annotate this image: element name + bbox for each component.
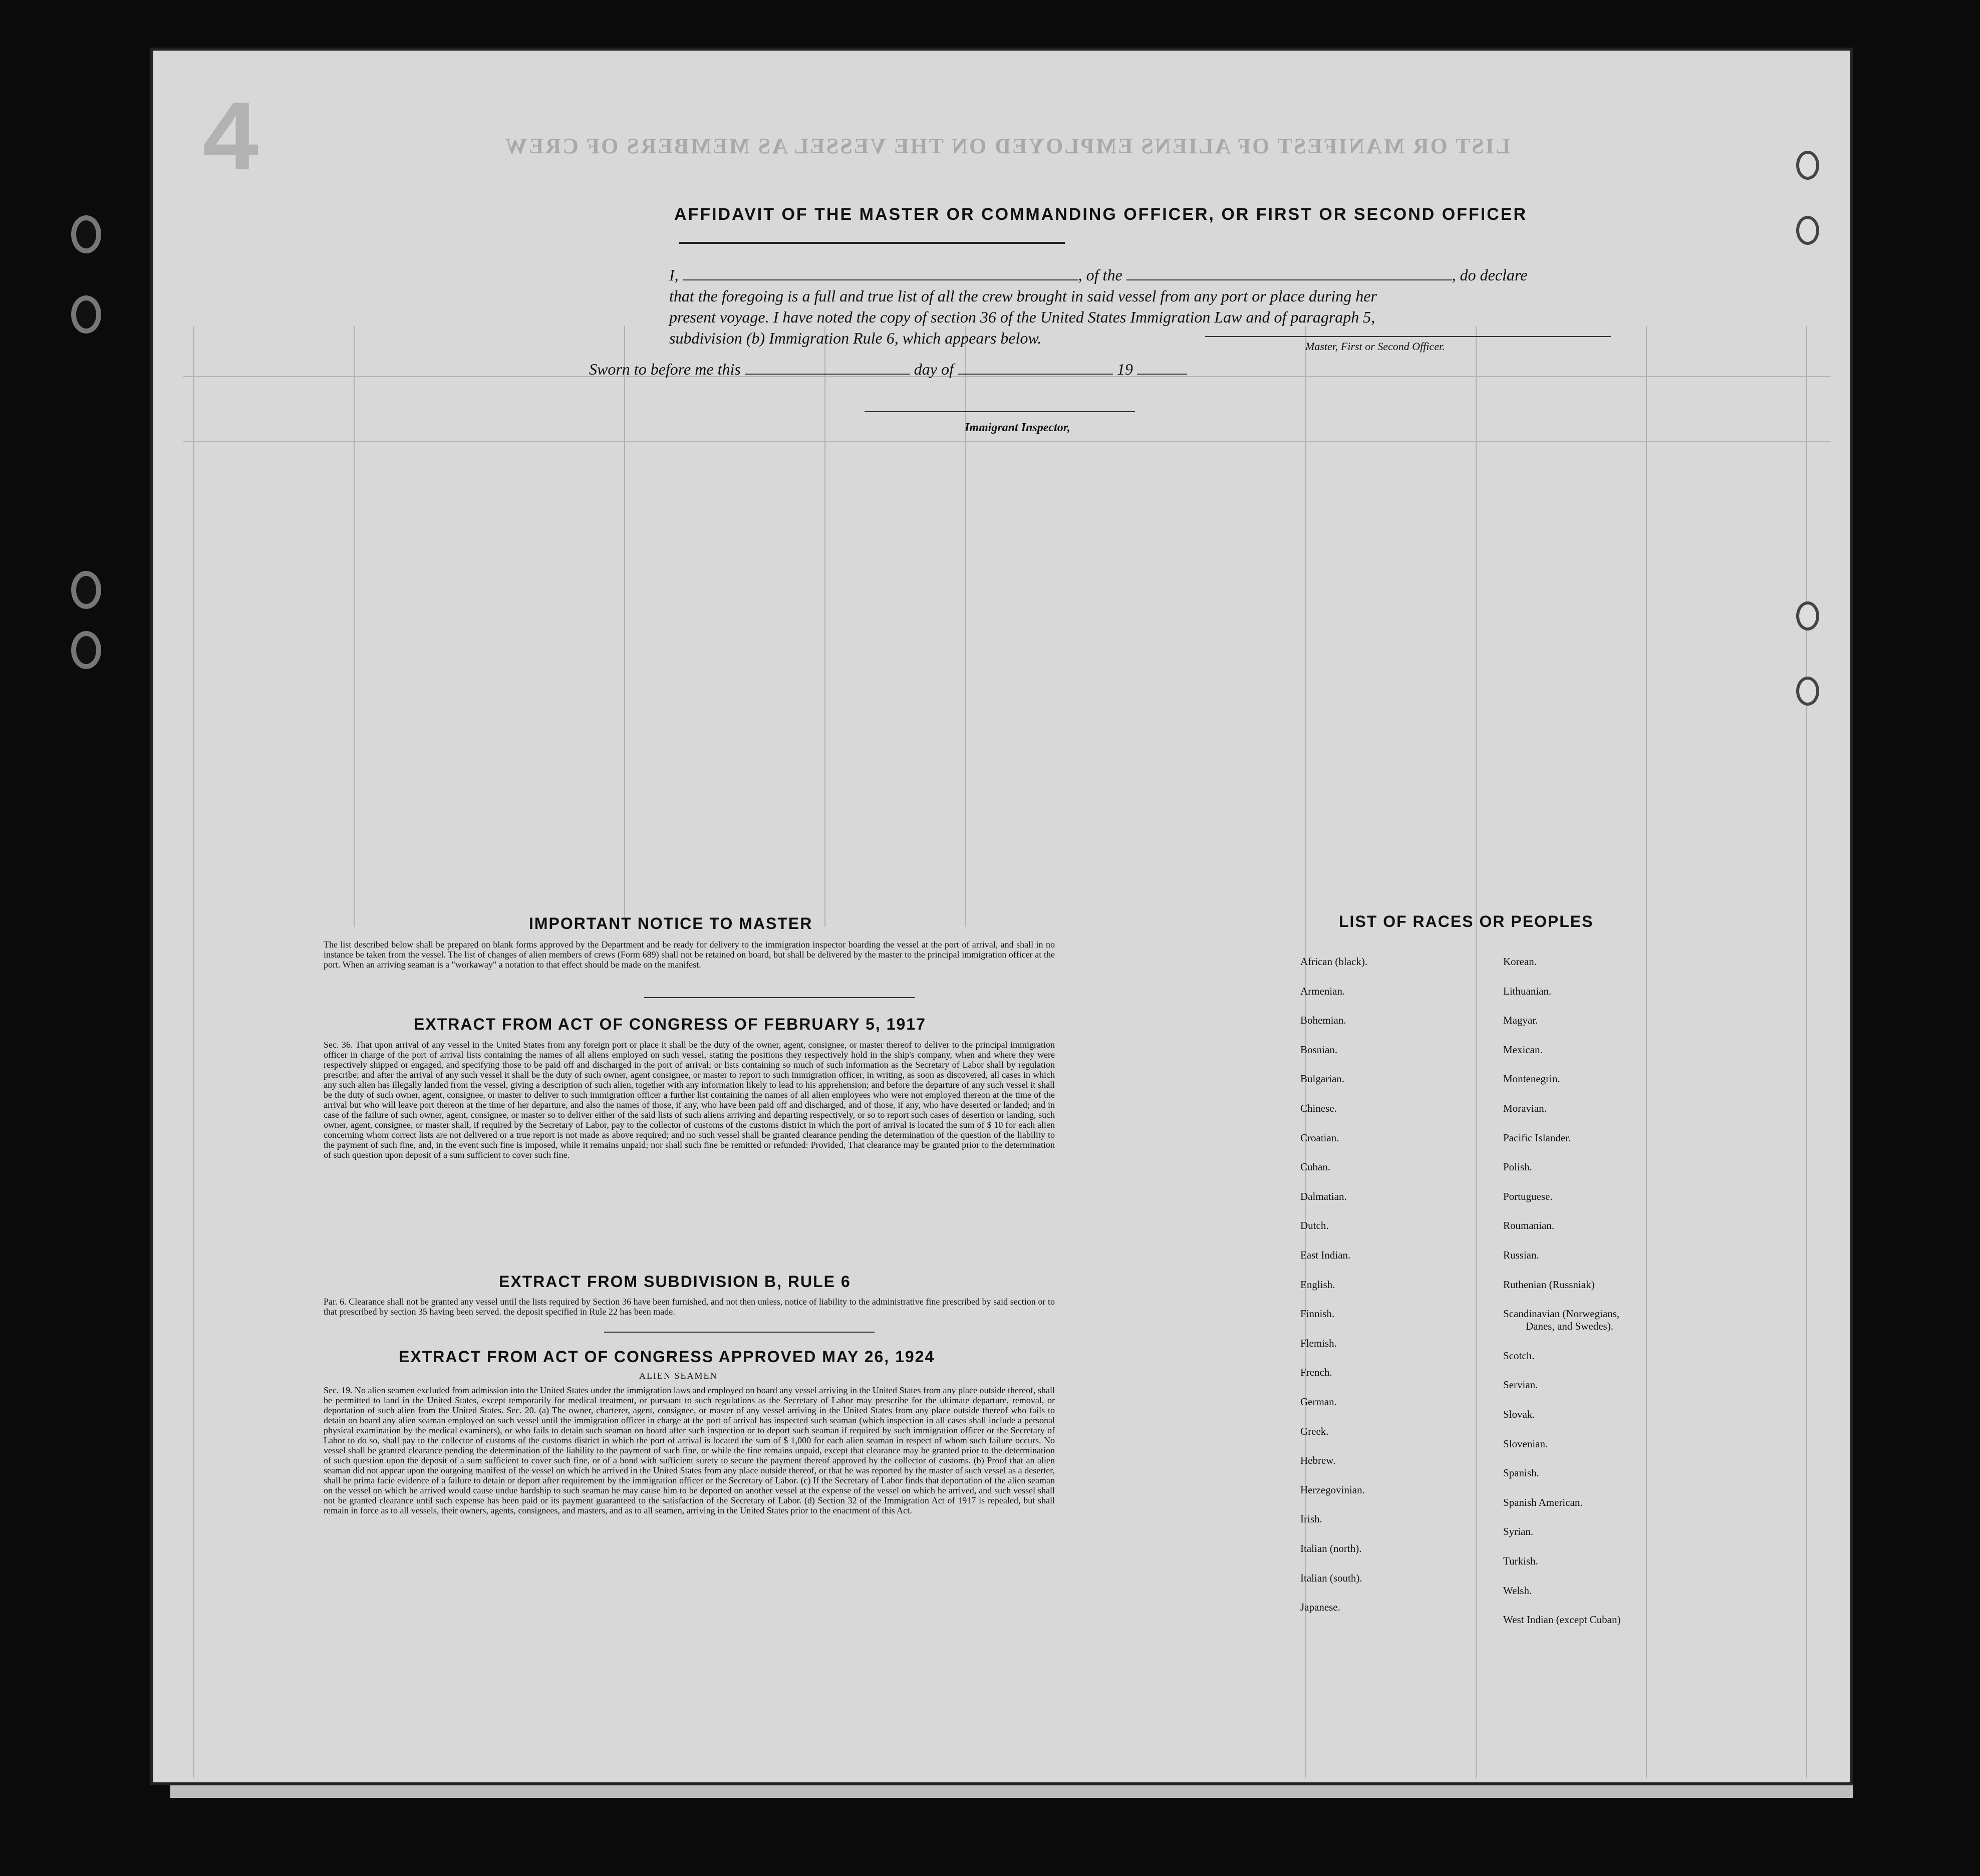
day-of-label: day of <box>914 360 954 378</box>
race-item: Bohemian. <box>1300 1014 1346 1027</box>
ghost-grid-line <box>1476 326 1477 1778</box>
do-declare-label: , do declare <box>1452 266 1528 284</box>
rule6-rule <box>604 1332 875 1333</box>
bleed-through-header: LIST OR MANIFEST OF ALIENS EMPLOYED ON THE VESSEL AS MEMBERS OF CREW <box>504 134 1511 158</box>
race-item: Moravian. <box>1503 1102 1547 1114</box>
affidavit-i-label: I, <box>669 266 679 284</box>
race-item: Lithuanian. <box>1503 985 1552 997</box>
race-item: Bulgarian. <box>1300 1073 1345 1085</box>
race-item: Irish. <box>1300 1513 1322 1525</box>
extract-1924-subheading: ALIEN SEAMEN <box>639 1371 718 1381</box>
manifest-page <box>150 48 1853 1785</box>
rule6-text: Par. 6. Clearance shall not be granted any vessel until the lists required by Section 36 have been furnished, and not then unless, notice of liability to the administrative fine prescribed by said section or to that prescribed by section 35 having been served. the deposit specified in Rule 22 has been made. <box>324 1297 1055 1317</box>
race-item: Italian (south). <box>1300 1572 1362 1584</box>
of-the-label: , of the <box>1078 266 1122 284</box>
race-item: Cuban. <box>1300 1161 1331 1173</box>
master-signature-line <box>1205 336 1611 337</box>
ghost-grid-line <box>1646 326 1647 1778</box>
race-item: Dutch. <box>1300 1219 1329 1232</box>
punch-hole <box>1796 151 1819 180</box>
race-item: West Indian (except Cuban) <box>1503 1614 1621 1626</box>
ghost-grid-line <box>1806 326 1807 1778</box>
title-rule <box>679 242 1065 244</box>
race-item: Spanish. <box>1503 1467 1539 1479</box>
affidavit-line-4: subdivision (b) Immigration Rule 6, which appears below. <box>669 329 1042 347</box>
punch-hole <box>1796 601 1819 631</box>
race-item: German. <box>1300 1396 1337 1408</box>
ghost-grid-line <box>824 326 825 927</box>
race-item: Polish. <box>1503 1161 1532 1173</box>
inspector-signature-line <box>865 411 1135 412</box>
race-item: Spanish American. <box>1503 1496 1583 1508</box>
race-item: Scotch. <box>1503 1349 1535 1362</box>
race-item: Welsh. <box>1503 1584 1532 1597</box>
race-item: Russian. <box>1503 1249 1539 1261</box>
race-item: Korean. <box>1503 956 1537 968</box>
race-item: Flemish. <box>1300 1337 1337 1349</box>
sworn-year-blank <box>1137 374 1187 375</box>
races-heading: LIST OF RACES OR PEOPLES <box>1339 912 1594 930</box>
race-item: Chinese. <box>1300 1102 1337 1114</box>
punch-hole <box>1796 677 1819 706</box>
race-item: Hebrew. <box>1300 1454 1336 1467</box>
race-item: Dalmatian. <box>1300 1190 1347 1202</box>
race-item-continued: Danes, and Swedes). <box>1526 1320 1613 1332</box>
bleed-through-sheet-number: 4 <box>201 86 261 199</box>
race-item: Montenegrin. <box>1503 1073 1560 1085</box>
ghost-grid-line <box>183 441 1831 442</box>
year-label: 19 <box>1116 360 1133 378</box>
race-item: Japanese. <box>1300 1601 1340 1614</box>
race-item: Bosnian. <box>1300 1043 1338 1056</box>
master-label: Master, First or Second Officer. <box>1305 340 1445 353</box>
name-blank <box>683 279 1078 280</box>
race-item: Greek. <box>1300 1425 1329 1437</box>
race-item: Slovak. <box>1503 1408 1535 1420</box>
ghost-grid-line <box>624 326 625 927</box>
race-item: Pacific Islander. <box>1503 1131 1571 1144</box>
affidavit-line-1 <box>669 266 1527 284</box>
extract-1917-text: Sec. 36. That upon arrival of any vessel in the United States from any foreign port or place it shall be the duty of the owner, agent, consignee, or master thereof to deliver to the principal immigration officer in charge of the port of arrival lists containing the names of all aliens employed on such vessel, stating the positions they respectively hold in the ship's company, when and where they were respectively shipped or engaged, and specifying those to be paid off and discharged in the port of arrival; or lists containing so much of such information as the Secretary of Labor shall by regulation prescribe; and after the arrival of any such vessel it shall be the duty of such owner, agent consignee, or master to report to such immigration officer, in writing, as soon as discovered, all cases in which any such alien has illegally landed from the vessel, giving a description of such alien, together with any information likely to lead to his apprehension; and before the departure of any such vessel it shall be the duty of such owner, agent, consignee, or master to deliver to such immigration officer a further list containing the names of all alien employees who were not employed thereon at the time of the arrival but who will leave port thereon at the time of her departure, and also the names of those, if any, who have been paid off and discharged, and of those, if any, who have deserted or landed; and in case of the failure of such owner, agent, consignee, or master so to deliver either of the said lists of such aliens arriving and departing respectively, or so to report such cases of desertion or landing, such owner, agent, consignee, or master shall, if required by the Secretary of Labor, pay to the collector of customs of the customs district in which the port of arrival is located the sum of $ 10 for each alien concerning whom correct lists are not delivered or a true report is not made as above required; and no such vessel shall be granted clearance pending the determination of the question of the liability to the payment of such fine, and, in the event such fine is imposed, while it remains unpaid; nor shall such fine be remitted or refunded: Provided, That clearance may be granted prior to the determination of such question upon deposit of a sum sufficient to cover such fine. <box>324 1040 1055 1160</box>
race-item: Herzegovinian. <box>1300 1483 1365 1496</box>
vessel-blank <box>1126 279 1452 280</box>
sworn-label: Sworn to before me this <box>589 360 741 378</box>
punch-hole <box>1796 216 1819 245</box>
sworn-day-blank <box>745 374 910 375</box>
race-item: Mexican. <box>1503 1043 1543 1056</box>
race-item: Roumanian. <box>1503 1219 1555 1232</box>
extract-1917-heading: EXTRACT FROM ACT OF CONGRESS OF FEBRUARY 5, 1917 <box>414 1015 926 1033</box>
race-item: French. <box>1300 1366 1332 1379</box>
sworn-month-blank <box>958 374 1113 375</box>
notice-rule <box>644 997 915 998</box>
race-item: Magyar. <box>1503 1014 1538 1027</box>
inspector-label: Immigrant Inspector, <box>965 421 1070 434</box>
race-item: East Indian. <box>1300 1249 1351 1261</box>
race-item: Italian (north). <box>1300 1542 1362 1554</box>
race-item: Portuguese. <box>1503 1190 1553 1202</box>
race-item: Croatian. <box>1300 1131 1339 1144</box>
race-item: Armenian. <box>1300 985 1345 997</box>
ghost-grid-line <box>354 326 355 927</box>
race-item: Scandinavian (Norwegians, <box>1503 1308 1620 1320</box>
sworn-line <box>589 360 1187 379</box>
rule6-heading: EXTRACT FROM SUBDIVISION B, RULE 6 <box>499 1273 851 1291</box>
notice-text: The list described below shall be prepared on blank forms approved by the Department and be ready for delivery to the immigration inspector boarding the vessel at the port of arrival, and shall in no instance be taken from the vessel. The list of changes of alien members of crews (Form 689) shall not be retained on board, but shall be delivered by the master to the principal immigration officer at the port. When an arriving seaman is a "workaway" a notation to that effect should be made on the manifest. <box>324 940 1055 970</box>
race-item: Finnish. <box>1300 1308 1335 1320</box>
ghost-grid-line <box>965 326 966 927</box>
affidavit-line-3: present voyage. I have noted the copy of section 36 of the United States Immigration Law and of paragraph 5, <box>669 308 1375 326</box>
race-item: Ruthenian (Russniak) <box>1503 1278 1595 1291</box>
affidavit-line-2: that the foregoing is a full and true list of all the crew brought in said vessel from any port or place during her <box>669 287 1377 305</box>
affidavit-title: AFFIDAVIT OF THE MASTER OR COMMANDING OFFICER, OR FIRST OR SECOND OFFICER <box>674 205 1527 224</box>
race-item: Slovenian. <box>1503 1437 1548 1450</box>
extract-1924-heading: EXTRACT FROM ACT OF CONGRESS APPROVED MAY 26, 1924 <box>399 1348 935 1366</box>
race-item: Turkish. <box>1503 1555 1538 1567</box>
race-item: Syrian. <box>1503 1525 1534 1538</box>
binder-ring <box>71 215 101 253</box>
binder-ring <box>71 571 101 609</box>
ghost-grid-line <box>193 326 194 1778</box>
extract-1924-text: Sec. 19. No alien seamen excluded from admission into the United States under the immigration laws and employed on board any vessel arriving in the United States from any place outside thereof, shall be permitted to land in the United States, except temporarily for medical treatment, or pursuant to such regulations as the Secretary of Labor may prescribe for the ultimate departure, removal, or deportation of such alien from the United States. Sec. 20. (a) The owner, charterer, agent, consignee, or master of any vessel arriving in the United States from any place outside thereof who fails to detain on board any alien seaman employed on such vessel until the immigration officer in charge at the port of arrival has inspected such seaman (which inspection in all cases shall include a personal physical examination by the medical examiners), or who fails to detain such seaman on board after such inspection or to deport such seaman if required by such immigration officer or the Secretary of Labor to do so, shall pay to the collector of customs of the customs district in which the port of arrival is located the sum of $ 1,000 for each alien seaman in respect of whom such failure occurs. No vessel shall be granted clearance pending the determination of the liability to the payment of such fine, or while the fine remains unpaid, except that clearance may be granted prior to the determination of such question upon the deposit of a sum sufficient to cover such fine, or of a bond with sufficient surety to secure the payment thereof approved by the collector of customs. (b) Proof that an alien seaman did not appear upon the outgoing manifest of the vessel on which he arrived in the United States from any place outside thereof, or that he was reported by the master of such vessel as a deserter, shall be prima facie evidence of a failure to detain or deport after requirement by the immigration officer or the Secretary of Labor. (c) If the Secretary of Labor finds that deportation of the alien seaman on the vessel on which he arrived would cause undue hardship to such seaman he may cause him to be deported on another vessel at the expense of the vessel on which he arrived, and such vessel shall not be granted clearance until such expense has been paid or its payment guaranteed to the satisfaction of the Secretary of Labor. (d) Section 32 of the Immigration Act of 1917 is repealed, but shall remain in force as to all vessels, their owners, agents, consignees, and masters, and as to all seamen, arriving in the United States prior to the enactment of this Act. <box>324 1385 1055 1515</box>
binder-ring <box>71 631 101 669</box>
notice-heading: IMPORTANT NOTICE TO MASTER <box>529 914 813 932</box>
race-item: English. <box>1300 1278 1335 1291</box>
race-item: Servian. <box>1503 1379 1538 1391</box>
race-item: African (black). <box>1300 956 1368 968</box>
binder-ring <box>71 295 101 334</box>
